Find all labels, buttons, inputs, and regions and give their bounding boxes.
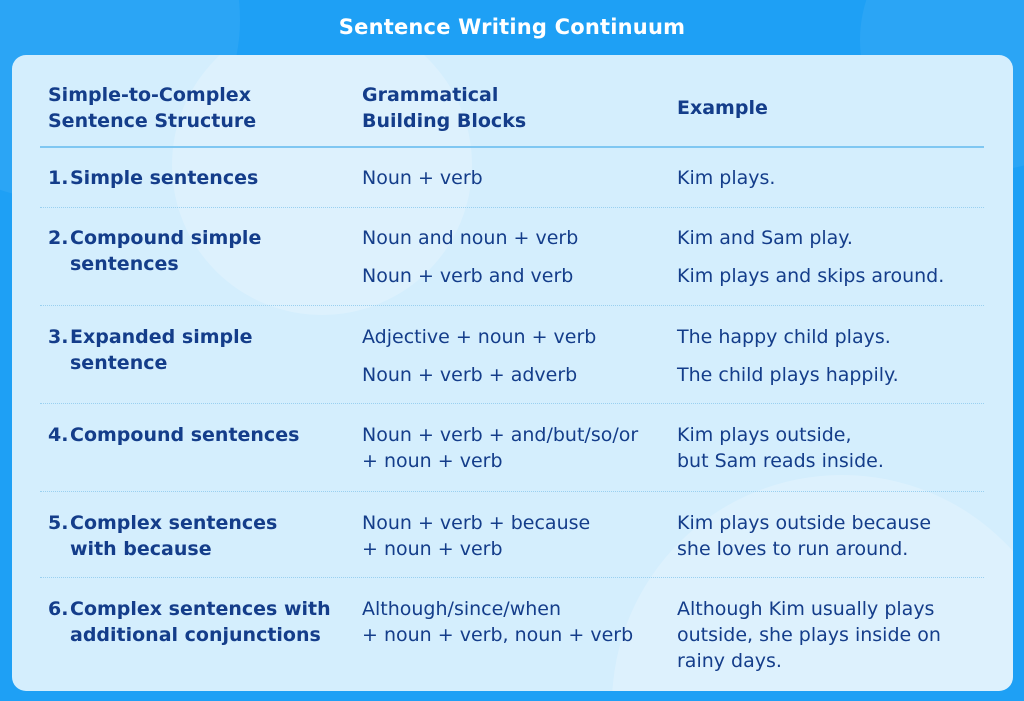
row-5-structure-line2: with because bbox=[70, 538, 212, 560]
row-3-structure bbox=[48, 324, 348, 376]
row-1-example-line1: Kim plays. bbox=[677, 167, 776, 189]
row-6-blocks bbox=[362, 596, 674, 648]
row-2-structure bbox=[48, 225, 348, 277]
row-3-structure-line2: sentence bbox=[70, 352, 168, 374]
row-3-example bbox=[677, 324, 997, 388]
row-2-example bbox=[677, 225, 997, 289]
row-2-structure-line1: Compound simple bbox=[70, 227, 262, 249]
row-6-example-line1: Although Kim usually plays bbox=[677, 598, 935, 620]
row-6-blocks-line1: Although/since/when bbox=[362, 598, 562, 620]
row-2-example-line1: Kim and Sam play. bbox=[677, 227, 853, 249]
row-3-example-line1: The happy child plays. bbox=[677, 326, 891, 348]
row-divider-3 bbox=[40, 403, 984, 404]
row-5-example bbox=[677, 510, 997, 562]
row-6-example-line2: outside, she plays inside on bbox=[677, 624, 941, 646]
row-4-example-line1: Kim plays outside, bbox=[677, 424, 852, 446]
row-divider-4 bbox=[40, 491, 984, 492]
row-2-structure-line2: sentences bbox=[70, 253, 179, 275]
row-5-structure-line1: Complex sentences bbox=[70, 512, 278, 534]
page-title: Sentence Writing Continuum bbox=[338, 15, 686, 39]
header-blocks bbox=[362, 82, 662, 134]
row-5-number: 5. bbox=[48, 512, 69, 534]
header-blocks-line2: Building Blocks bbox=[362, 110, 527, 132]
row-1-example bbox=[677, 165, 997, 191]
row-5-blocks-line1: Noun + verb + because bbox=[362, 512, 591, 534]
row-1-structure-line1: Simple sentences bbox=[70, 167, 259, 189]
row-5-blocks bbox=[362, 510, 674, 562]
row-2-blocks-line2: Noun + verb and verb bbox=[362, 265, 574, 287]
row-6-example-line3: rainy days. bbox=[677, 650, 782, 672]
row-4-blocks-line1: Noun + verb + and/but/so/or bbox=[362, 424, 639, 446]
row-6-blocks-line2: + noun + verb, noun + verb bbox=[362, 624, 634, 646]
row-4-structure bbox=[48, 422, 348, 448]
header-structure bbox=[48, 82, 348, 134]
row-3-number: 3. bbox=[48, 326, 69, 348]
row-1-number: 1. bbox=[48, 167, 69, 189]
header-structure-line2: Sentence Structure bbox=[48, 110, 257, 132]
row-6-example bbox=[677, 596, 997, 674]
row-5-example-line2: she loves to run around. bbox=[677, 538, 909, 560]
row-divider-2 bbox=[40, 305, 984, 306]
row-4-example-line2: but Sam reads inside. bbox=[677, 450, 884, 472]
row-6-structure-line1: Complex sentences with bbox=[70, 598, 331, 620]
row-3-blocks-line2: Noun + verb + adverb bbox=[362, 364, 578, 386]
header-example: Example bbox=[677, 97, 768, 119]
header-divider bbox=[40, 146, 984, 148]
row-divider-1 bbox=[40, 207, 984, 208]
row-5-example-line1: Kim plays outside because bbox=[677, 512, 932, 534]
row-3-structure-line1: Expanded simple bbox=[70, 326, 253, 348]
row-4-example bbox=[677, 422, 997, 474]
row-3-blocks bbox=[362, 324, 674, 388]
row-6-number: 6. bbox=[48, 598, 69, 620]
row-1-blocks bbox=[362, 165, 674, 191]
row-2-example-line2: Kim plays and skips around. bbox=[677, 265, 945, 287]
row-3-example-line2: The child plays happily. bbox=[677, 364, 899, 386]
row-3-blocks-line1: Adjective + noun + verb bbox=[362, 326, 597, 348]
row-1-blocks-line1: Noun + verb bbox=[362, 167, 483, 189]
row-divider-5 bbox=[40, 577, 984, 578]
header-blocks-line1: Grammatical bbox=[362, 84, 499, 106]
continuum-table bbox=[12, 55, 1013, 691]
row-6-structure bbox=[48, 596, 348, 648]
row-4-blocks bbox=[362, 422, 674, 474]
row-2-blocks bbox=[362, 225, 674, 289]
row-5-structure bbox=[48, 510, 348, 562]
row-2-blocks-line1: Noun and noun + verb bbox=[362, 227, 579, 249]
row-5-blocks-line2: + noun + verb bbox=[362, 538, 503, 560]
row-4-structure-line1: Compound sentences bbox=[70, 424, 300, 446]
row-6-structure-line2: additional conjunctions bbox=[70, 624, 321, 646]
header-structure-line1: Simple-to-Complex bbox=[48, 84, 251, 106]
row-1-structure bbox=[48, 165, 348, 191]
row-4-number: 4. bbox=[48, 424, 69, 446]
row-4-blocks-line2: + noun + verb bbox=[362, 450, 503, 472]
row-2-number: 2. bbox=[48, 227, 69, 249]
